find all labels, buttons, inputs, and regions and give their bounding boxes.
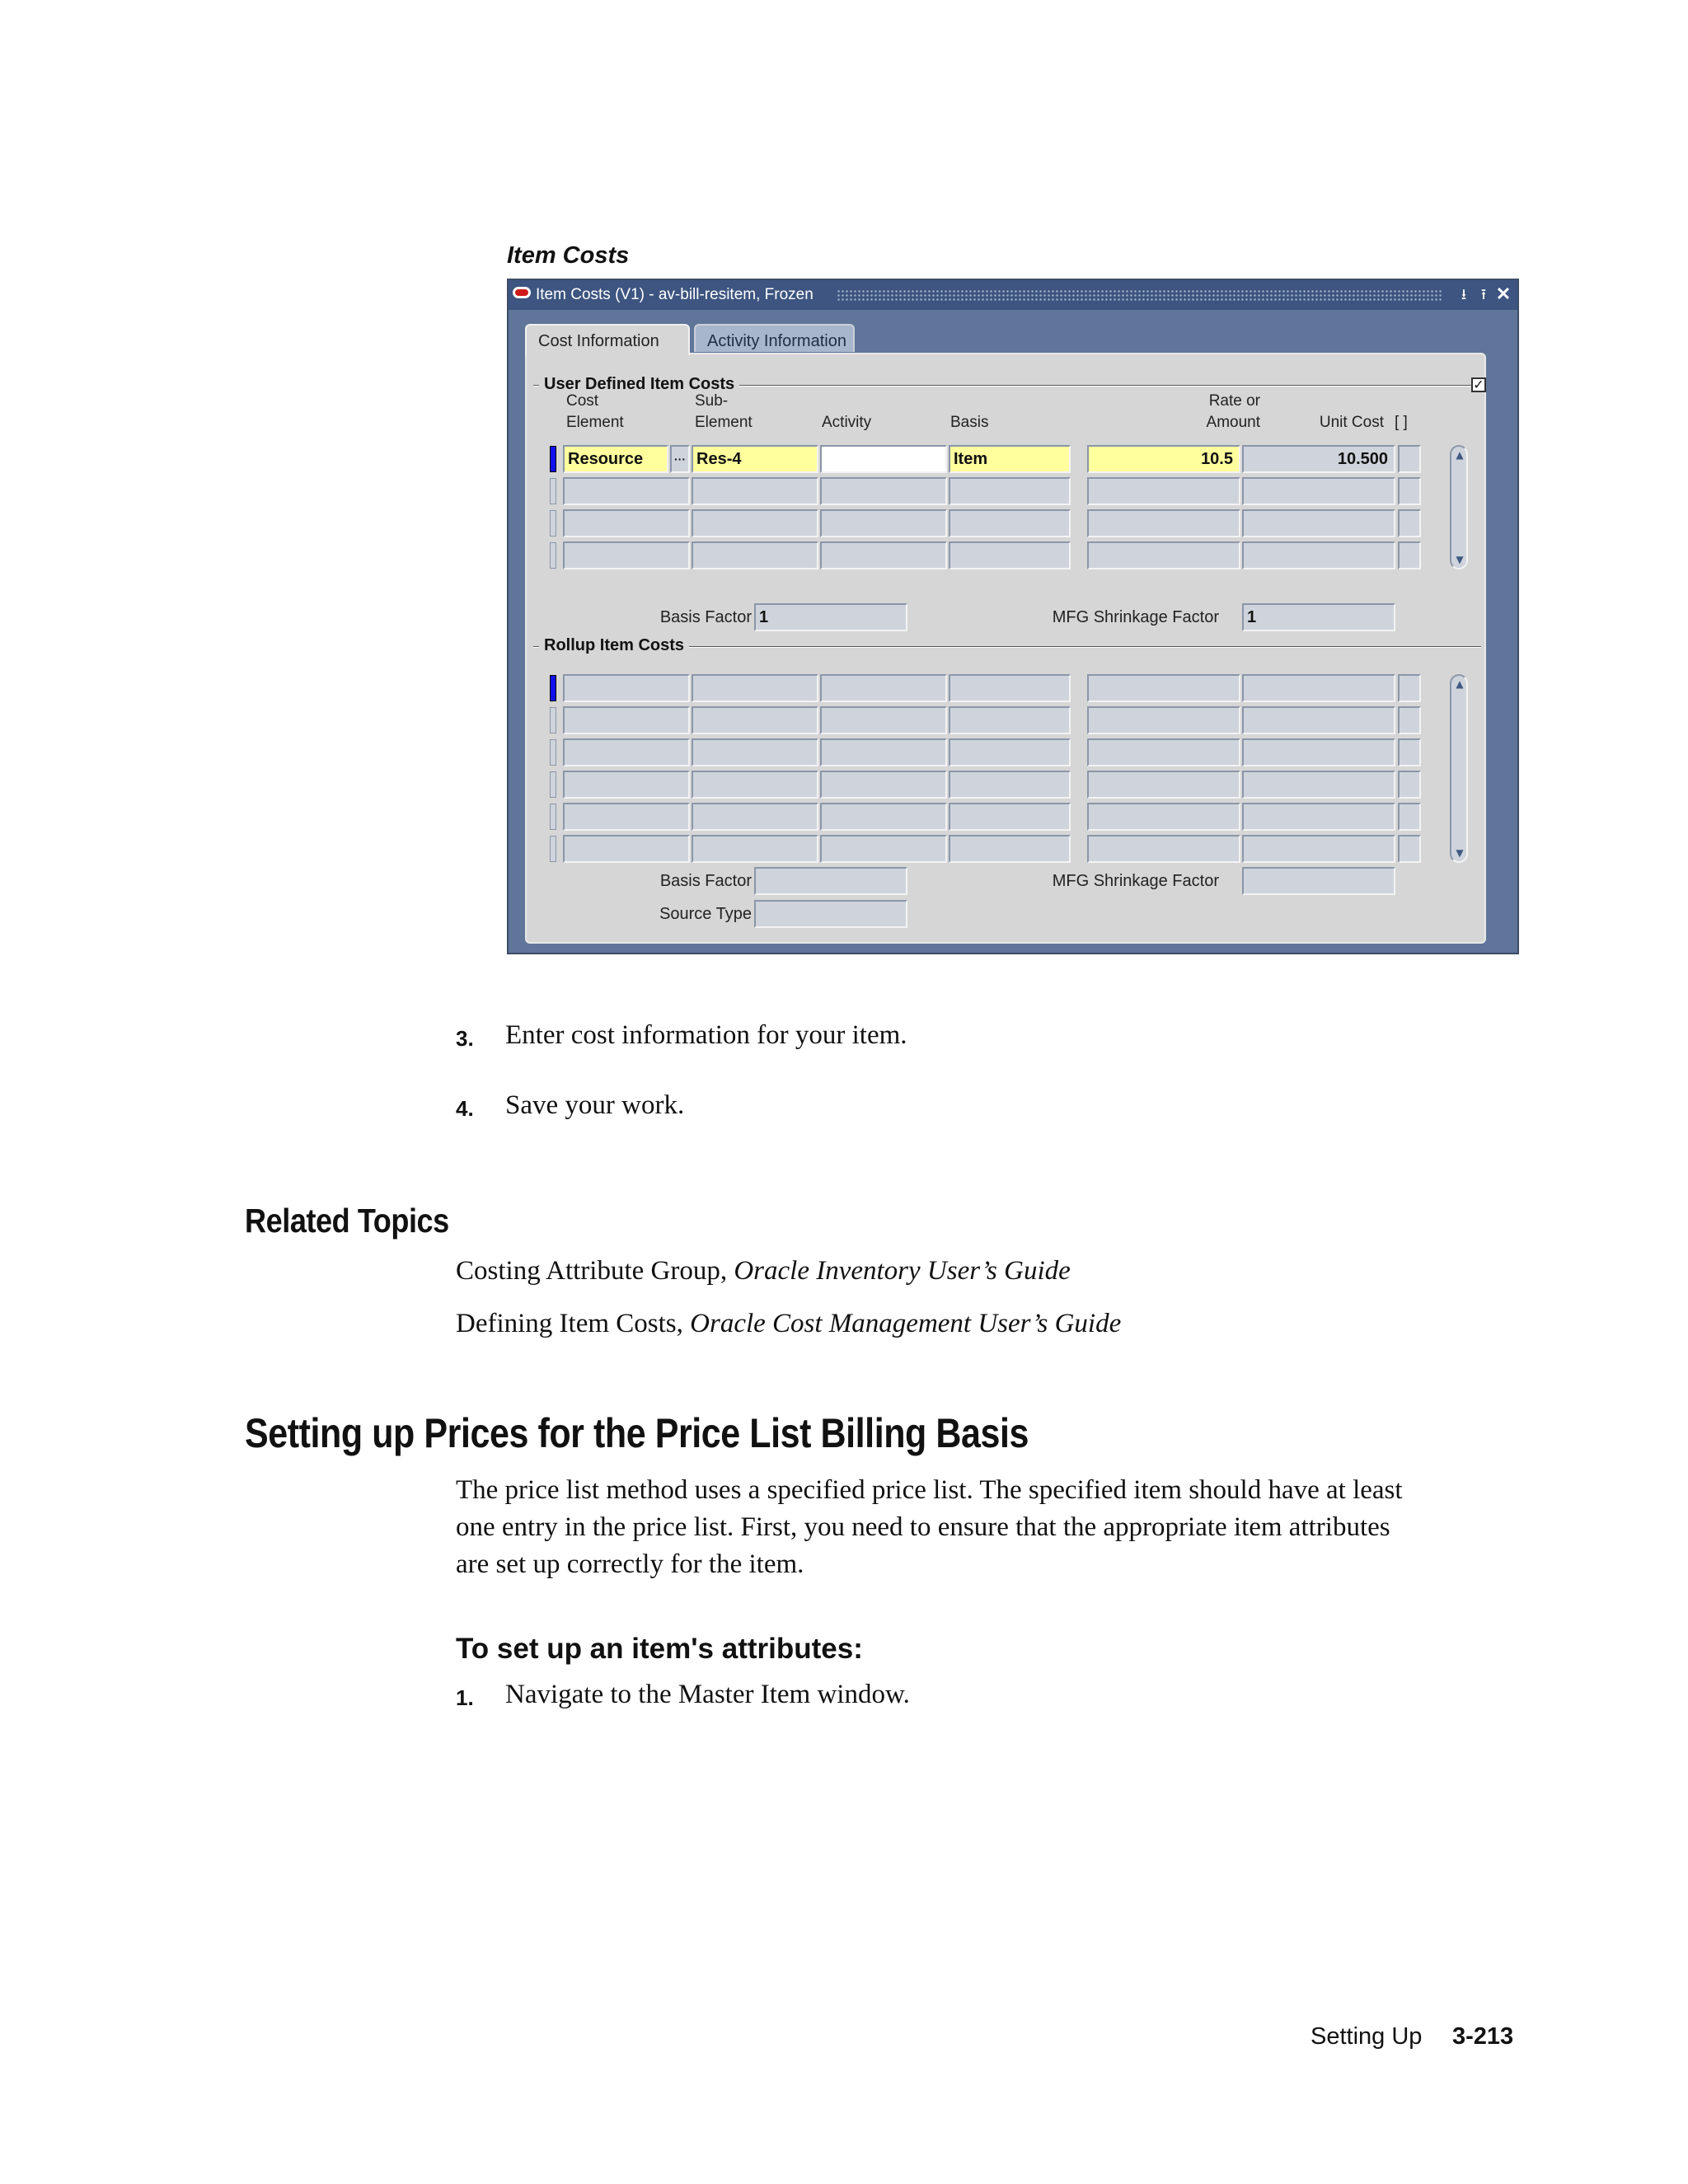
basis-cell: [949, 803, 1071, 831]
rate-amount-cell[interactable]: 10.5: [1087, 445, 1240, 473]
activity-cell[interactable]: [820, 477, 947, 505]
basis-cell: [949, 738, 1071, 766]
flag-cell: [1398, 674, 1421, 702]
section-title-user-defined: User Defined Item Costs: [539, 375, 739, 394]
rollup-mfg-shrinkage-field: [1242, 867, 1395, 895]
step-text: Navigate to the Master Item window.: [505, 1680, 910, 1709]
lov-button[interactable]: ···: [670, 445, 690, 473]
paragraph-line: are set up correctly for the item.: [456, 1549, 804, 1579]
basis-factor-field[interactable]: 1: [754, 603, 907, 631]
source-type-field: [754, 900, 907, 928]
scroll-down-icon[interactable]: ▼: [1456, 554, 1464, 565]
rate-amount-cell: [1087, 706, 1240, 734]
cost-element-cell: [563, 835, 690, 863]
basis-cell: [949, 706, 1071, 734]
rate-amount-cell: [1087, 803, 1240, 831]
cost-element-cell: [563, 738, 690, 766]
tab-cost-information[interactable]: Cost Information: [525, 324, 690, 355]
rollup-basis-factor-field: [754, 867, 907, 895]
col-header-flag: [ ]: [1395, 414, 1408, 431]
flag-cell[interactable]: [1398, 509, 1421, 537]
footer-section: Setting Up: [1311, 2023, 1423, 2050]
related-topic-link[interactable]: Defining Item Costs, Oracle Cost Management User’s Guide: [456, 1309, 1122, 1338]
unit-cost-cell[interactable]: 10.500: [1242, 445, 1395, 473]
basis-cell[interactable]: [949, 477, 1071, 505]
tab-activity-information[interactable]: Activity Information: [694, 324, 855, 352]
step-number: 1.: [456, 1685, 474, 1710]
col-header-rate-amount: Rate or Amount: [1206, 392, 1260, 431]
rate-amount-cell: [1087, 835, 1240, 863]
section-heading: Setting up Prices for the Price List Billing Basis: [245, 1410, 1029, 1456]
rollup-mfg-shrinkage-label: MFG Shrinkage Factor: [1052, 872, 1219, 890]
footer-page-number: 3-213: [1452, 2023, 1514, 2050]
unit-cost-cell: [1242, 835, 1395, 863]
sub-element-cell: [692, 771, 818, 799]
row-indicator[interactable]: [550, 542, 556, 569]
sub-element-cell: [692, 674, 818, 702]
cost-element-cell[interactable]: [563, 541, 690, 569]
scroll-up-icon[interactable]: ▲: [1456, 449, 1464, 461]
basis-cell: [949, 674, 1071, 702]
row-indicator[interactable]: [550, 739, 556, 766]
flag-cell: [1398, 771, 1421, 799]
section-paragraph: [456, 1472, 1403, 1583]
cost-element-cell: [563, 674, 690, 702]
activity-cell: [820, 835, 947, 863]
vertical-scrollbar[interactable]: [1450, 674, 1468, 863]
sub-element-cell: [692, 835, 818, 863]
row-indicator[interactable]: [550, 836, 556, 862]
step-number: 4.: [456, 1096, 474, 1121]
flag-cell: [1398, 738, 1421, 766]
sub-element-cell[interactable]: [692, 509, 818, 537]
source-type-label: Source Type: [659, 905, 752, 923]
sub-element-cell: [692, 706, 818, 734]
oracle-logo-icon: [513, 287, 531, 298]
unit-cost-cell[interactable]: [1242, 477, 1395, 505]
cost-element-cell[interactable]: [563, 509, 690, 537]
sub-element-cell[interactable]: [692, 477, 818, 505]
rate-amount-cell[interactable]: [1087, 541, 1240, 569]
col-header-sub-element: Sub- Element: [695, 392, 753, 431]
activity-cell: [820, 674, 947, 702]
activity-cell[interactable]: [820, 509, 947, 537]
step-number: 3.: [456, 1026, 474, 1051]
titlebar-grip: [837, 289, 1442, 301]
flag-cell[interactable]: [1398, 541, 1421, 569]
vertical-scrollbar[interactable]: [1450, 445, 1468, 569]
window-title: Item Costs (V1) - av-bill-resitem, Frozen: [536, 286, 814, 303]
sub-element-cell: [692, 803, 818, 831]
col-header-cost-element: Cost Element: [566, 392, 624, 431]
window-titlebar[interactable]: [509, 280, 1517, 310]
basis-cell: [949, 835, 1071, 863]
rate-amount-cell: [1087, 771, 1240, 799]
sub-element-cell: [692, 738, 818, 766]
row-indicator[interactable]: [550, 675, 556, 701]
cost-element-cell: [563, 706, 690, 734]
activity-cell: [820, 771, 947, 799]
unit-cost-cell[interactable]: [1242, 541, 1395, 569]
col-header-activity: Activity: [822, 414, 872, 431]
mfg-shrinkage-field[interactable]: 1: [1242, 603, 1395, 631]
flag-cell[interactable]: [1398, 445, 1421, 473]
basis-cell: [949, 771, 1071, 799]
col-header-unit-cost: Unit Cost: [1319, 414, 1384, 431]
basis-factor-label: Basis Factor: [659, 608, 752, 626]
row-indicator[interactable]: [550, 478, 556, 504]
rate-amount-cell: [1087, 674, 1240, 702]
basis-cell[interactable]: [949, 509, 1071, 537]
cost-element-cell: [563, 771, 690, 799]
unit-cost-cell: [1242, 771, 1395, 799]
cost-element-cell[interactable]: Resource: [563, 445, 668, 473]
rate-amount-cell[interactable]: [1087, 509, 1240, 537]
related-topic-link[interactable]: Costing Attribute Group, Oracle Inventory User’s Guide: [456, 1256, 1071, 1286]
flag-cell: [1398, 706, 1421, 734]
section-checkbox[interactable]: ✓: [1471, 377, 1486, 392]
minimize-icon[interactable]: ⭳: [1461, 286, 1467, 302]
cost-element-cell[interactable]: [563, 477, 690, 505]
figure-caption: Item Costs: [507, 242, 630, 269]
unit-cost-cell: [1242, 738, 1395, 766]
unit-cost-cell[interactable]: [1242, 509, 1395, 537]
item-costs-window: [507, 279, 1519, 954]
activity-cell: [820, 738, 947, 766]
flag-cell[interactable]: [1398, 477, 1421, 505]
sub-element-cell[interactable]: [692, 541, 818, 569]
basis-cell[interactable]: [949, 541, 1071, 569]
row-indicator[interactable]: [550, 771, 556, 798]
row-indicator[interactable]: [550, 446, 556, 472]
mfg-shrinkage-label: MFG Shrinkage Factor: [1052, 608, 1219, 626]
section-title-rollup: Rollup Item Costs: [539, 636, 689, 655]
row-indicator[interactable]: [550, 510, 556, 537]
activity-cell: [820, 803, 947, 831]
activity-cell[interactable]: [820, 541, 947, 569]
close-icon[interactable]: ✕: [1495, 284, 1512, 304]
scroll-up-icon[interactable]: ▲: [1456, 678, 1464, 690]
flag-cell: [1398, 835, 1421, 863]
row-indicator[interactable]: [550, 707, 556, 733]
unit-cost-cell: [1242, 803, 1395, 831]
rate-amount-cell: [1087, 738, 1240, 766]
unit-cost-cell: [1242, 674, 1395, 702]
related-topics-heading: Related Topics: [245, 1202, 449, 1240]
step-text: Save your work.: [505, 1090, 685, 1120]
cost-element-cell: [563, 803, 690, 831]
basis-factor-label: Basis Factor: [659, 872, 752, 890]
col-header-basis: Basis: [950, 414, 989, 431]
paragraph-line: The price list method uses a specified price list. The specified item should have at least: [456, 1475, 1403, 1505]
unit-cost-cell: [1242, 706, 1395, 734]
sub-element-cell[interactable]: Res-4: [692, 445, 818, 473]
basis-cell[interactable]: Item: [949, 445, 1071, 473]
cost-information-panel: [525, 353, 1486, 944]
activity-cell: [820, 706, 947, 734]
rate-amount-cell[interactable]: [1087, 477, 1240, 505]
row-indicator[interactable]: [550, 804, 556, 830]
paragraph-line: one entry in the price list. First, you need to ensure that the appropriate item attributes: [456, 1512, 1390, 1542]
maximize-icon[interactable]: ⭱: [1480, 286, 1487, 302]
flag-cell: [1398, 803, 1421, 831]
step-text: Enter cost information for your item.: [505, 1020, 907, 1050]
activity-cell[interactable]: [820, 445, 947, 473]
scroll-down-icon[interactable]: ▼: [1456, 847, 1464, 859]
subheading: To set up an item's attributes:: [456, 1633, 863, 1665]
